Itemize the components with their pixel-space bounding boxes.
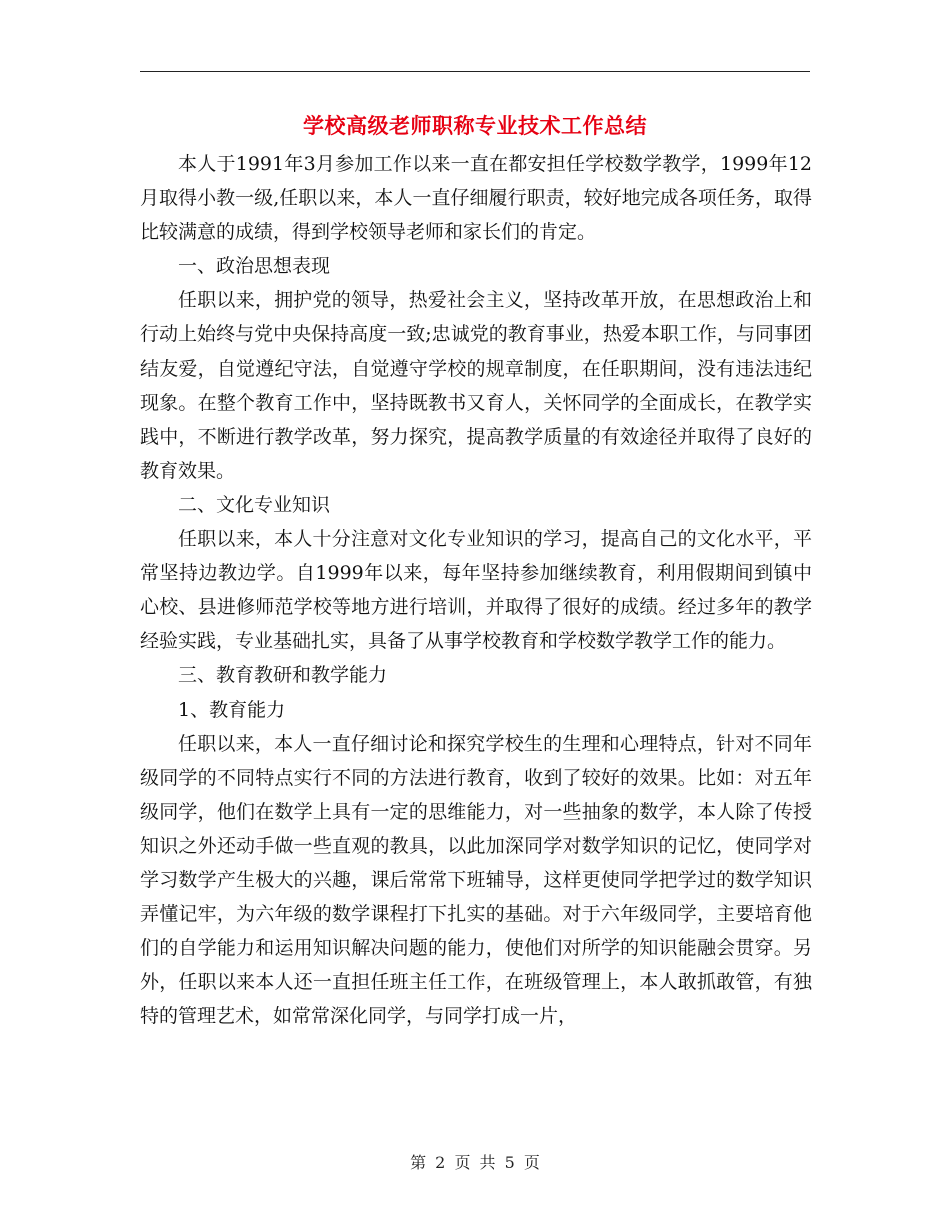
- header-rule: [140, 71, 810, 72]
- paragraph-intro: 本人于1991年3月参加工作以来一直在都安担任学校数学教学，1999年12月取得小教一级,任职以来，本人一直仔细履行职责，较好地完成各项任务，取得比较满意的成绩，得到学校领导老师和家长们的肯定。: [140, 153, 812, 244]
- paragraph-education: 任职以来，本人一直仔细讨论和探究学校生的生理和心理特点，针对不同年级同学的不同特点实行不同的方法进行教育，收到了较好的效果。比如：对五年级同学，他们在数学上具有一定的思维能力，对一些抽象的数学，本人除了传授知识之外还动手做一些直观的教具，以此加深同学对数学知识的记忆，使同学对学习数学产生极大的兴趣，课后常常下班辅导，这样更使同学把学过的数学知识弄懂记牢，为六年级的数学课程打下扎实的基础。对于六年级同学，主要培育他们的自学能力和运用知识解决问题的能力，使他们对所学的知识能融会贯穿。另外，任职以来本人还一直担任班主任工作，在班级管理上，本人敢抓敢管，有独特的管理艺术，如常常深化同学，与同学打成一片，: [140, 732, 812, 1028]
- page-number-footer: 第 2 页 共 5 页: [410, 1153, 540, 1172]
- section-heading-culture: 二、文化专业知识: [178, 493, 331, 516]
- paragraph-culture: 任职以来，本人十分注意对文化专业知识的学习，提高自己的文化水平，平常坚持边教边学。自1999年以来，每年坚持参加继续教育，利用假期间到镇中心校、县进修师范学校等地方进行培训，并取得了很好的成绩。经过多年的教学经验实践，专业基础扎实，具备了从事学校教育和学校数学教学工作的能力。: [140, 528, 812, 653]
- subsection-heading-education: 1、教育能力: [178, 698, 286, 721]
- section-heading-teaching: 三、教育教研和教学能力: [178, 664, 388, 687]
- paragraph-political: 任职以来，拥护党的领导，热爱社会主义，坚持改革开放，在思想政治上和行动上始终与党中央保持高度一致;忠诚党的教育事业，热爱本职工作，与同事团结友爱，自觉遵纪守法，自觉遵守学校的规章制度，在任职期间，没有违法违纪现象。在整个教育工作中，坚持既教书又育人，关怀同学的全面成长，在教学实践中，不断进行教学改革，努力探究，提高教学质量的有效途径并取得了良好的教育效果。: [140, 289, 812, 482]
- section-heading-political: 一、政治思想表现: [178, 255, 331, 278]
- document-body: [140, 147, 812, 1033]
- document-title: 学校高级老师职称专业技术工作总结: [303, 113, 647, 138]
